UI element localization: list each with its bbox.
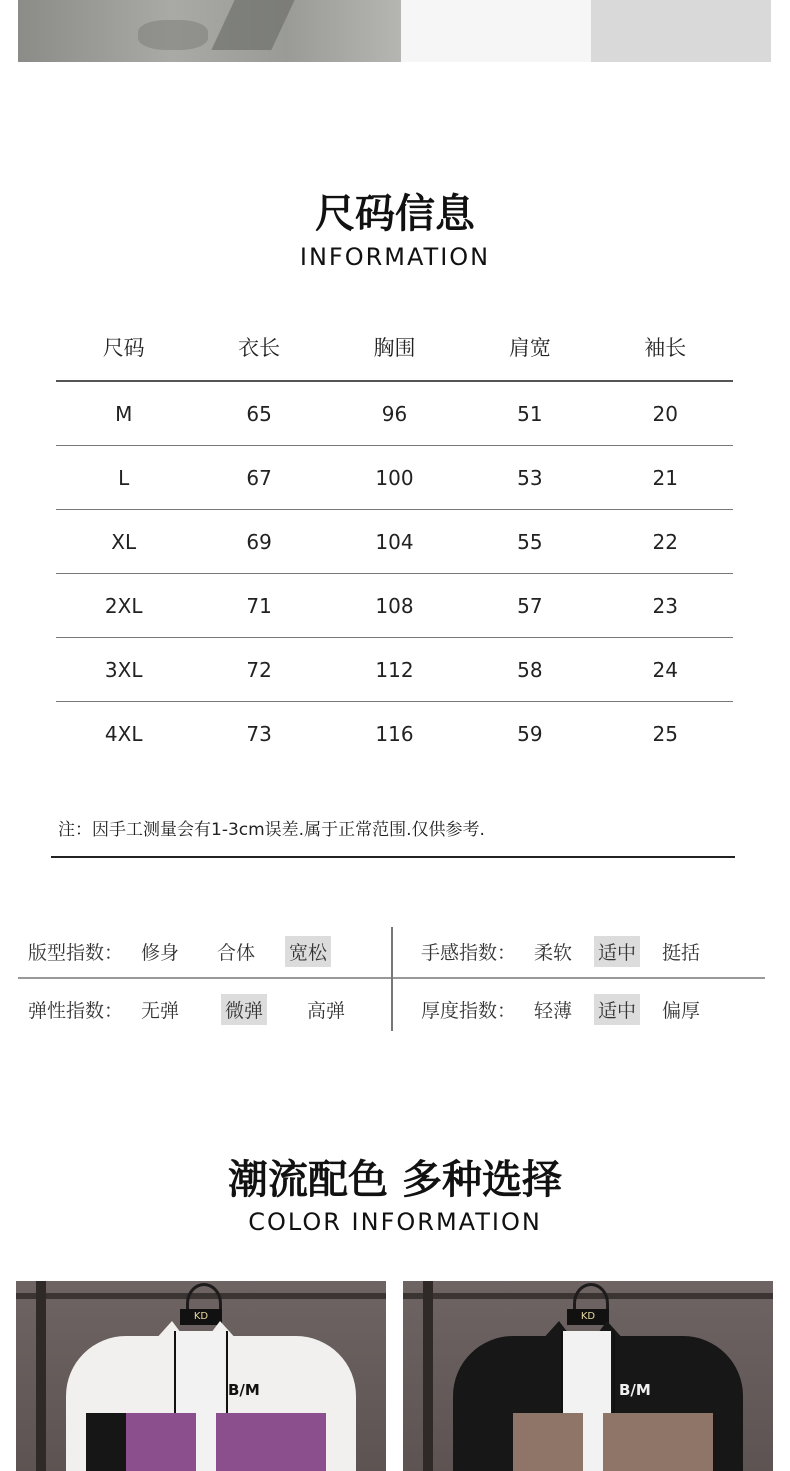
fit-label: 版型指数： bbox=[28, 941, 124, 964]
hand-feel-option: 挺括 bbox=[662, 941, 701, 964]
photo-light-grey-fabric bbox=[591, 0, 771, 62]
cell-sleeve: 23 bbox=[598, 574, 733, 638]
attr-row-2 bbox=[0, 983, 790, 1035]
cell-length: 67 bbox=[191, 446, 326, 510]
size-section-title: 尺码信息 bbox=[315, 191, 475, 237]
size-table bbox=[56, 314, 733, 765]
thickness-index bbox=[421, 983, 704, 1035]
cell-shoulder: 53 bbox=[462, 446, 597, 510]
header-length: 衣长 bbox=[191, 314, 326, 381]
hand-feel-label: 手感指数： bbox=[421, 941, 517, 964]
size-section-subtitle: INFORMATION bbox=[299, 243, 491, 271]
cell-sleeve: 25 bbox=[652, 721, 678, 746]
attr-row-1 bbox=[0, 925, 790, 977]
fit-option: 合体 bbox=[217, 941, 256, 964]
thickness-label: 厚度指数： bbox=[421, 999, 517, 1022]
attribute-grid bbox=[0, 925, 790, 1033]
color-section-subtitle: COLOR INFORMATION bbox=[248, 1208, 542, 1236]
elasticity-option: 无弹 bbox=[141, 999, 180, 1022]
attr-column-divider bbox=[391, 927, 393, 1031]
cell-length: 69 bbox=[191, 510, 326, 574]
fit-index bbox=[28, 925, 331, 977]
cell-size: L bbox=[56, 446, 191, 510]
shirt-logo: B/M bbox=[228, 1381, 260, 1399]
elasticity-index bbox=[28, 983, 349, 1035]
fit-option-selected: 宽松 bbox=[285, 936, 331, 967]
cell-size: 2XL bbox=[56, 574, 191, 638]
cell-sleeve: 22 bbox=[598, 510, 733, 574]
cell-chest: 112 bbox=[327, 638, 462, 702]
cell-shoulder: 51 bbox=[462, 381, 597, 446]
table-row bbox=[56, 381, 733, 446]
cell-shoulder: 59 bbox=[517, 721, 543, 746]
cell-chest: 100 bbox=[327, 446, 462, 510]
cell-length: 71 bbox=[191, 574, 326, 638]
cell-sleeve: 21 bbox=[598, 446, 733, 510]
header-size: 尺码 bbox=[56, 314, 191, 381]
measurement-note: 注：因手工测量会有1-3cm误差.属于正常范围.仅供参考. bbox=[58, 820, 485, 840]
size-table-header bbox=[56, 314, 733, 381]
hanger-tag: KD bbox=[567, 1309, 609, 1325]
header-shoulder: 肩宽 bbox=[462, 314, 597, 381]
cell-shoulder: 57 bbox=[462, 574, 597, 638]
cell-chest: 96 bbox=[327, 381, 462, 446]
cell-size: M bbox=[56, 381, 191, 446]
hanger-tag: KD bbox=[180, 1309, 222, 1325]
table-row bbox=[56, 446, 733, 510]
shirt-color-panel bbox=[603, 1413, 713, 1471]
thickness-option: 偏厚 bbox=[662, 999, 701, 1022]
cell-sleeve: 24 bbox=[598, 638, 733, 702]
color-photo-white bbox=[16, 1281, 386, 1471]
thickness-option: 轻薄 bbox=[534, 999, 573, 1022]
thickness-option-selected: 适中 bbox=[594, 994, 640, 1025]
elasticity-option: 高弹 bbox=[307, 999, 346, 1022]
cell-size: 3XL bbox=[56, 638, 191, 702]
photo-white-fabric bbox=[401, 0, 591, 62]
cell-shoulder: 58 bbox=[462, 638, 597, 702]
shirt-logo: B/M bbox=[619, 1381, 651, 1399]
cell-chest: 108 bbox=[327, 574, 462, 638]
fit-option: 修身 bbox=[141, 941, 180, 964]
table-row bbox=[56, 702, 733, 766]
note-divider bbox=[51, 856, 735, 858]
elasticity-option-selected: 微弹 bbox=[221, 994, 267, 1025]
cell-length: 65 bbox=[191, 381, 326, 446]
hand-feel-option-selected: 适中 bbox=[594, 936, 640, 967]
cell-sleeve: 20 bbox=[598, 381, 733, 446]
hand-feel-index bbox=[421, 925, 704, 977]
header-sleeve: 袖长 bbox=[598, 314, 733, 381]
hand-feel-option: 柔软 bbox=[534, 941, 573, 964]
cell-shoulder: 55 bbox=[462, 510, 597, 574]
elasticity-label: 弹性指数： bbox=[28, 999, 124, 1022]
table-row bbox=[56, 638, 733, 702]
table-row bbox=[56, 574, 733, 638]
header-chest: 胸围 bbox=[327, 314, 462, 381]
photo-grey-fabric bbox=[18, 0, 401, 62]
cell-size: XL bbox=[56, 510, 191, 574]
cell-chest: 116 bbox=[375, 721, 414, 746]
color-section-title: 潮流配色 多种选择 bbox=[228, 1157, 562, 1203]
top-product-photo bbox=[18, 0, 771, 62]
cell-size: 4XL bbox=[104, 721, 143, 746]
cell-length: 72 bbox=[191, 638, 326, 702]
color-photo-black bbox=[403, 1281, 773, 1471]
table-row bbox=[56, 510, 733, 574]
cell-chest: 104 bbox=[327, 510, 462, 574]
shirt-color-panel bbox=[216, 1413, 326, 1471]
cell-length: 73 bbox=[246, 721, 272, 746]
